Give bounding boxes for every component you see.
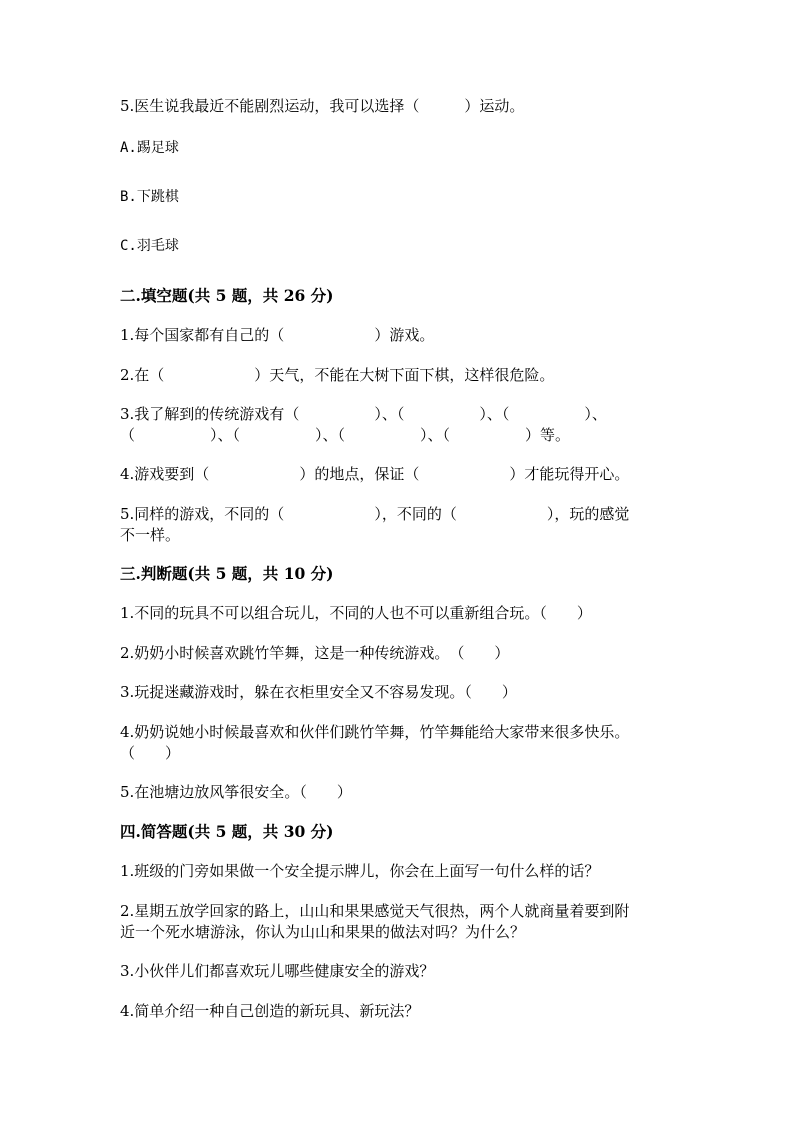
section-title-short-answer: 四.简答题(共 5 题，共 30 分) [120, 822, 334, 841]
judge-question-3: 3.玩捉迷藏游戏时，躲在衣柜里安全又不容易发现。（ ） [120, 683, 517, 701]
judge-question-1: 1.不同的玩具不可以组合玩儿，不同的人也不可以重新组合玩。（ ） [120, 604, 592, 622]
short-question-3: 3.小伙伴儿们都喜欢玩儿哪些健康安全的游戏？ [120, 962, 435, 980]
section-title-fill-in: 二.填空题(共 5 题，共 26 分) [120, 286, 334, 305]
short-question-2-line-1: 2.星期五放学回家的路上，山山和果果感觉天气很热，两个人就商量着要到附 [120, 902, 630, 920]
fill-question-2: 2.在（ ）天气，不能在大树下面下棋，这样很危险。 [120, 366, 555, 384]
judge-question-2: 2.奶奶小时候喜欢跳竹竿舞，这是一种传统游戏。 （ ） [120, 644, 510, 662]
fill-question-5-line-1: 5.同样的游戏，不同的（ ），不同的（ ），玩的感觉 [120, 505, 630, 523]
judge-question-4-line-1: 4.奶奶说她小时候最喜欢和伙伴们跳竹竿舞，竹竿舞能给大家带来很多快乐。 [120, 723, 630, 741]
fill-question-5-line-2: 不一样。 [120, 526, 181, 544]
section-title-judge: 三.判断题(共 5 题，共 10 分) [120, 564, 334, 583]
question-5-stem: 5.医生说我最近不能剧烈运动，我可以选择（ ）运动。 [120, 97, 525, 115]
short-question-2-line-2: 近一个死水塘游泳，你认为山山和果果的做法对吗？为什么？ [120, 923, 526, 941]
fill-question-3-line-2: （ ）、（ ）、（ ）、（ ）等。 [120, 426, 571, 444]
fill-question-4: 4.游戏要到（ ）的地点，保证（ ）才能玩得开心。 [120, 465, 630, 483]
judge-question-5: 5.在池塘边放风筝很安全。（ ） [120, 783, 352, 801]
option-b: B.下跳棋 [120, 189, 179, 205]
short-question-1: 1.班级的门旁如果做一个安全提示牌儿，你会在上面写一句什么样的话？ [120, 862, 600, 880]
fill-question-1: 1.每个国家都有自己的（ ）游戏。 [120, 326, 435, 344]
judge-question-4-line-2: （ ） [120, 744, 181, 762]
fill-question-3-line-1: 3.我了解到的传统游戏有（ ）、（ ）、（ ）、 [120, 405, 607, 423]
short-question-4: 4.简单介绍一种自己创造的新玩具、新玩法？ [120, 1002, 420, 1020]
option-c: C.羽毛球 [120, 238, 179, 254]
option-a: A.踢足球 [120, 140, 179, 156]
